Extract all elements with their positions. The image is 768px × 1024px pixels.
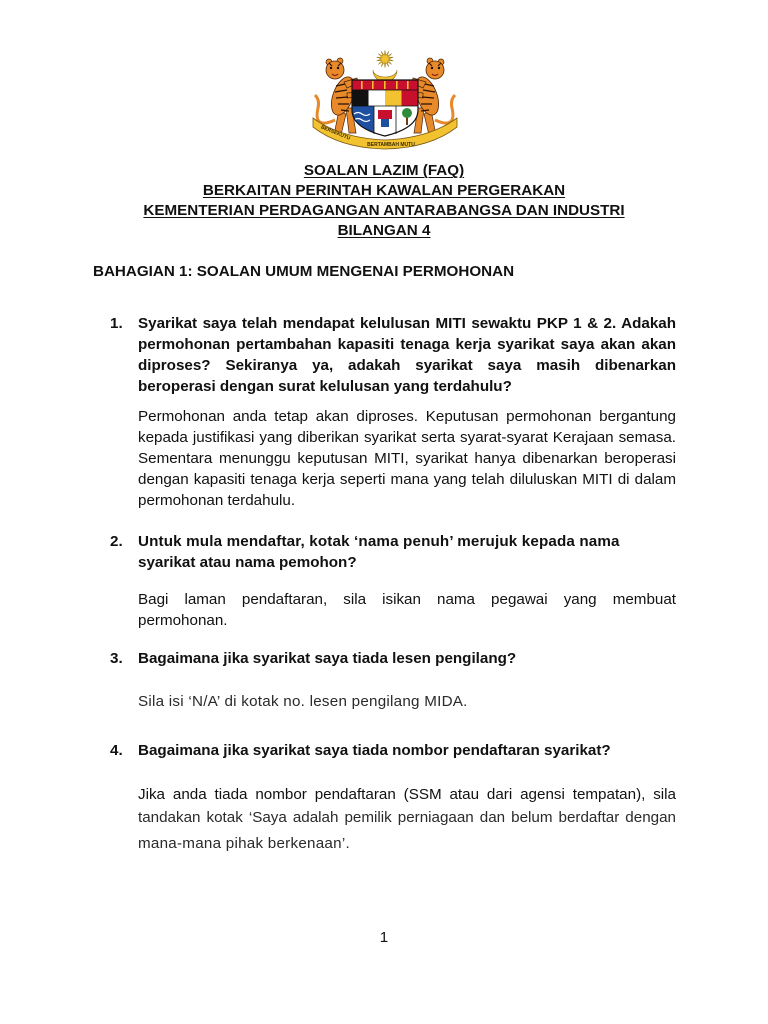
answer-text — [138, 784, 676, 854]
answer-line: tandakan kotak ‘Saya adalah pemilik perniagaan dan belum berdaftar dengan — [138, 809, 676, 826]
question-number: 4. — [110, 742, 123, 759]
answer-line: Sila isi ‘N/A’ di kotak no. lesen pengilang MIDA. — [138, 693, 468, 710]
question-line: diproses? Sekiranya ya, adakah syarikat saya masih dibenarkan — [138, 357, 676, 374]
page-number: 1 — [379, 929, 389, 946]
question-line: permohonan pertambahan kapasiti tenaga kerja syarikat saya akan akan — [138, 336, 676, 353]
question-line: Bagaimana jika syarikat saya tiada nombor pendaftaran syarikat? — [138, 742, 611, 759]
section-heading: BAHAGIAN 1: SOALAN UMUM MENGENAI PERMOHONAN — [93, 263, 515, 280]
answer-line: mana-mana pihak berkenaan’. — [138, 835, 350, 852]
question-text — [138, 648, 676, 669]
answer-line: kepada justifikasi yang diberikan syarikat serta syarat-syarat Kerajaan semasa. — [138, 429, 676, 446]
coat-of-arms-icon — [305, 48, 465, 150]
question-line: Syarikat saya telah mendapat kelulusan MITI sewaktu PKP 1 & 2. Adakah — [138, 315, 676, 332]
answer-line: Sementara menunggu keputusan MITI, syarikat hanya dibenarkan beroperasi — [138, 450, 676, 467]
answer-text — [138, 406, 676, 511]
answer-line: dengan kapasiti tenaga kerja seperti mana yang telah diluluskan MITI di dalam — [138, 471, 676, 488]
question-line: syarikat atau nama pemohon? — [138, 554, 357, 571]
question-number: 3. — [110, 650, 123, 667]
answer-text — [138, 691, 676, 712]
crescent-star-icon — [373, 51, 397, 83]
question-number: 2. — [110, 533, 123, 550]
title-line: BERKAITAN PERINTAH KAWALAN PERGERAKAN — [202, 182, 566, 199]
question-line: Untuk mula mendaftar, kotak ‘nama penuh’ merujuk kepada nama — [138, 533, 620, 550]
answer-text — [138, 589, 676, 631]
title-line: KEMENTERIAN PERDAGANGAN ANTARABANGSA DAN INDUSTRI — [143, 202, 625, 219]
answer-line: permohonan terdahulu. — [138, 492, 296, 509]
answer-line: Bagi laman pendaftaran, sila isikan nama pegawai yang membuat — [138, 591, 676, 608]
question-text — [138, 740, 676, 761]
shield-icon — [352, 80, 418, 138]
answer-line: permohonan. — [138, 612, 228, 629]
title-line: SOALAN LAZIM (FAQ) — [303, 162, 465, 179]
question-line: beroperasi dengan surat kelulusan yang terdahulu? — [138, 378, 512, 395]
question-number: 1. — [110, 315, 123, 332]
motto-text-bottom: BERTAMBAH MUTU — [367, 142, 415, 148]
document-title — [0, 161, 768, 241]
question-text — [138, 313, 676, 397]
answer-line: Permohonan anda tetap akan diproses. Keputusan permohonan bergantung — [138, 408, 676, 425]
question-text — [138, 531, 676, 573]
title-line: BILANGAN 4 — [337, 222, 431, 239]
answer-line: Jika anda tiada nombor pendaftaran (SSM atau dari agensi tempatan), sila — [138, 786, 676, 803]
question-line: Bagaimana jika syarikat saya tiada lesen pengilang? — [138, 650, 517, 667]
motto-text-left: BERSEKUTU — [319, 124, 351, 142]
